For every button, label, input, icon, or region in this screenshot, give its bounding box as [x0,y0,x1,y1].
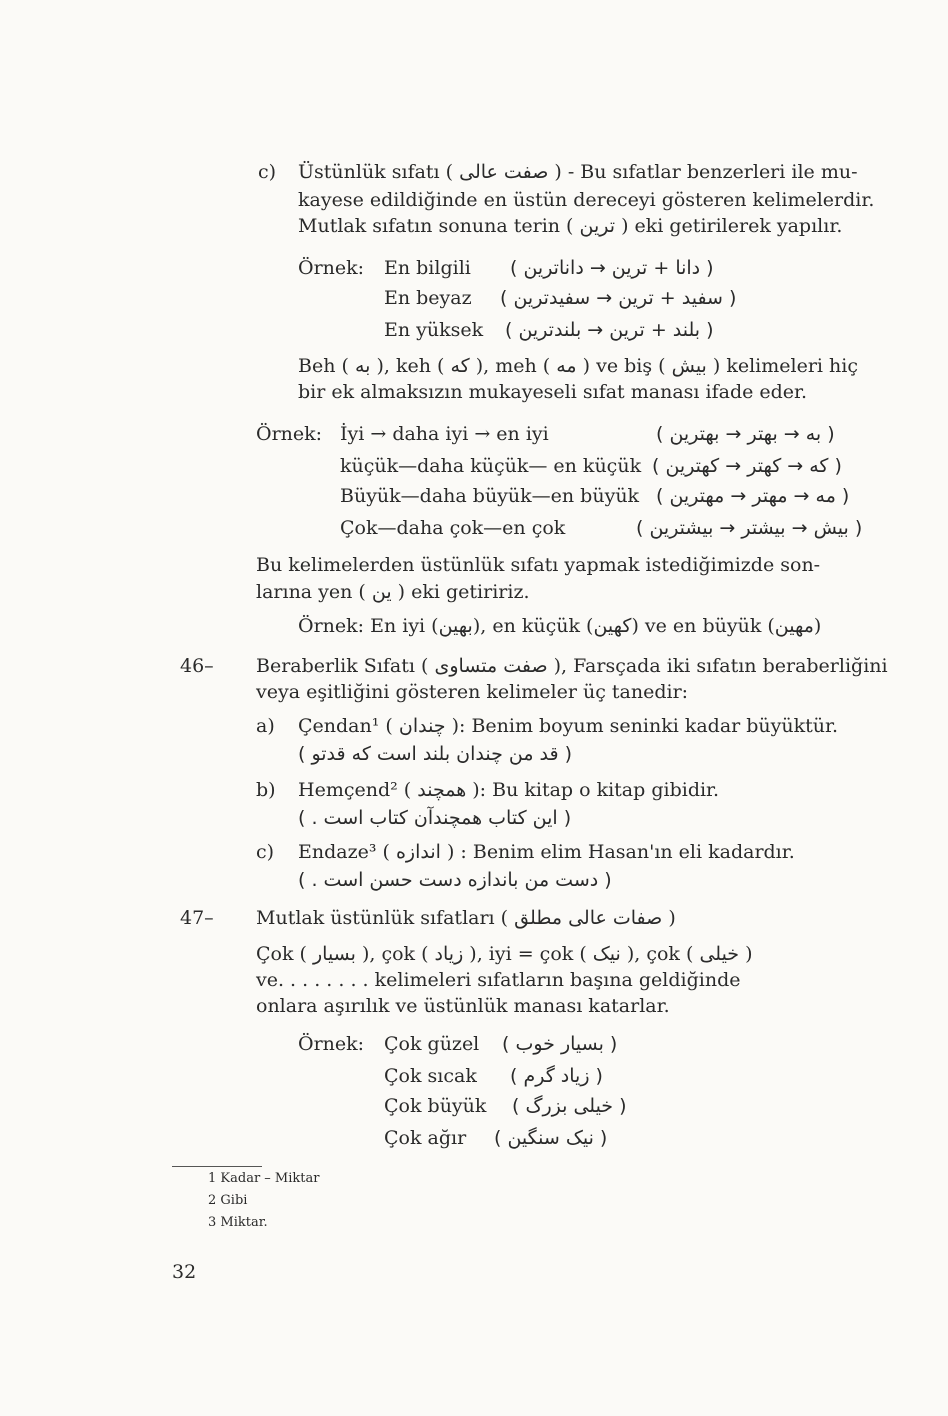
section46-item-fa: ( قد من چندان بلند است که قدتو ) [298,743,573,765]
section47-line2: Çok ( بسیار ), çok ( زیاد ), iyi = çok ( نیک ), çok ( خیلی ) [256,943,753,965]
section46-item-tr: Endaze³ ( اندازه ) : Benim elim Hasan'ın eli kadardır. [298,841,795,863]
footnote: 3 Miktar. [208,1215,268,1230]
example3-row-fa: ( خیلی بزرگ ) [512,1095,627,1117]
page-number: 32 [172,1261,197,1283]
beh-line1: Beh ( به ), keh ( که ), meh ( مه ) ve biş ( بیش ) kelimeleri hiç [298,355,858,377]
section-c-label: c) [258,161,277,183]
section46-item-label: a) [256,715,275,737]
example1-row-tr: En beyaz [384,287,472,309]
example3-label: Örnek: [298,1033,365,1055]
example1-label: Örnek: [298,257,365,279]
section46-line2: veya eşitliğini gösteren kelimeler üç tanedir: [256,681,689,703]
section46-item-tr: Çendan¹ ( چندان ): Benim boyum seninki kadar büyüktür. [298,715,839,737]
footnote-divider [172,1166,262,1167]
section-c-line1: Üstünlük sıfatı ( صفت عالی ) - Bu sıfatlar benzerleri ile mu- [298,161,858,183]
section46-line1: Beraberlik Sıfatı ( صفت متساوی ), Farsçada iki sıfatın beraberliğini [256,655,888,677]
section46-number: 46– [180,655,214,677]
section46-item-label: c) [256,841,275,863]
example2-row-tr: Büyük—daha büyük—en büyük [340,485,640,507]
section46-item-label: b) [256,779,276,801]
section47-line1: Mutlak üstünlük sıfatları ( صفات عالی مطلق ) [256,907,676,929]
footnote: 2 Gibi [208,1193,248,1208]
example2-row-fa: ( به → بهتر → بهترین ) [656,423,835,445]
example3-row-tr: Çok büyük [384,1095,487,1117]
section46-item-tr: Hemçend² ( همچند ): Bu kitap o kitap gibidir. [298,779,720,801]
footnote: 1 Kadar – Miktar [208,1171,320,1186]
example3-row-tr: Çok ağır [384,1127,467,1149]
section47-number: 47– [180,907,214,929]
example2-row-tr: Çok—daha çok—en çok [340,517,566,539]
section47-line4: onlara aşırılık ve üstünlük manası katarlar. [256,995,670,1017]
example3-row-fa: ( بسیار خوب ) [502,1033,618,1055]
example1-row-fa: ( دانا + ترین → داناترین ) [510,257,714,279]
beh-line2: bir ek almaksızın mukayeseli sıfat manası ifade eder. [298,381,808,403]
example2-row-fa: ( که → کهتر → کهترین ) [652,455,842,477]
example1-row-fa: ( سفید + ترین → سفیدترین ) [500,287,737,309]
example2-label: Örnek: [256,423,323,445]
example3-row-fa: ( زیاد گرم ) [510,1065,603,1087]
sonlarina-line2: larına yen ( ین ) eki getiririz. [256,581,530,603]
section-c-line3: Mutlak sıfatın sonuna terin ( ترین ) eki getirilerek yapılır. [298,215,843,237]
example3-row-fa: ( نیک سنگین ) [494,1127,608,1149]
section46-item-fa: ( دست من باندازه دست حسن است . ) [298,869,612,891]
example1-row-tr: En yüksek [384,319,484,341]
example2-row-tr: İyi → daha iyi → en iyi [340,423,549,445]
sonlarina-line1: Bu kelimelerden üstünlük sıfatı yapmak istediğimizde son- [256,554,821,576]
section46-item-fa: ( این کتاب همچندآن کتاب است . ) [298,807,572,829]
section47-line3: ve. . . . . . . . kelimeleri sıfatların başına geldiğinde [256,969,741,991]
example1-row-fa: ( بلند + ترین → بلندترین ) [505,319,714,341]
sonlarina-example: Örnek: En iyi (بهین), en küçük (کهین) ve en büyük (مهین) [298,615,822,637]
example2-row-tr: küçük—daha küçük— en küçük [340,455,642,477]
section-c-line2: kayese edildiğinde en üstün dereceyi gösteren kelimelerdir. [298,189,875,211]
example3-row-tr: Çok sıcak [384,1065,477,1087]
example2-row-fa: ( بیش → بیشتر → بیشترین ) [636,517,863,539]
example2-row-fa: ( مه → مهتر → مهترین ) [656,485,850,507]
example1-row-tr: En bilgili [384,257,471,279]
example3-row-tr: Çok güzel [384,1033,480,1055]
